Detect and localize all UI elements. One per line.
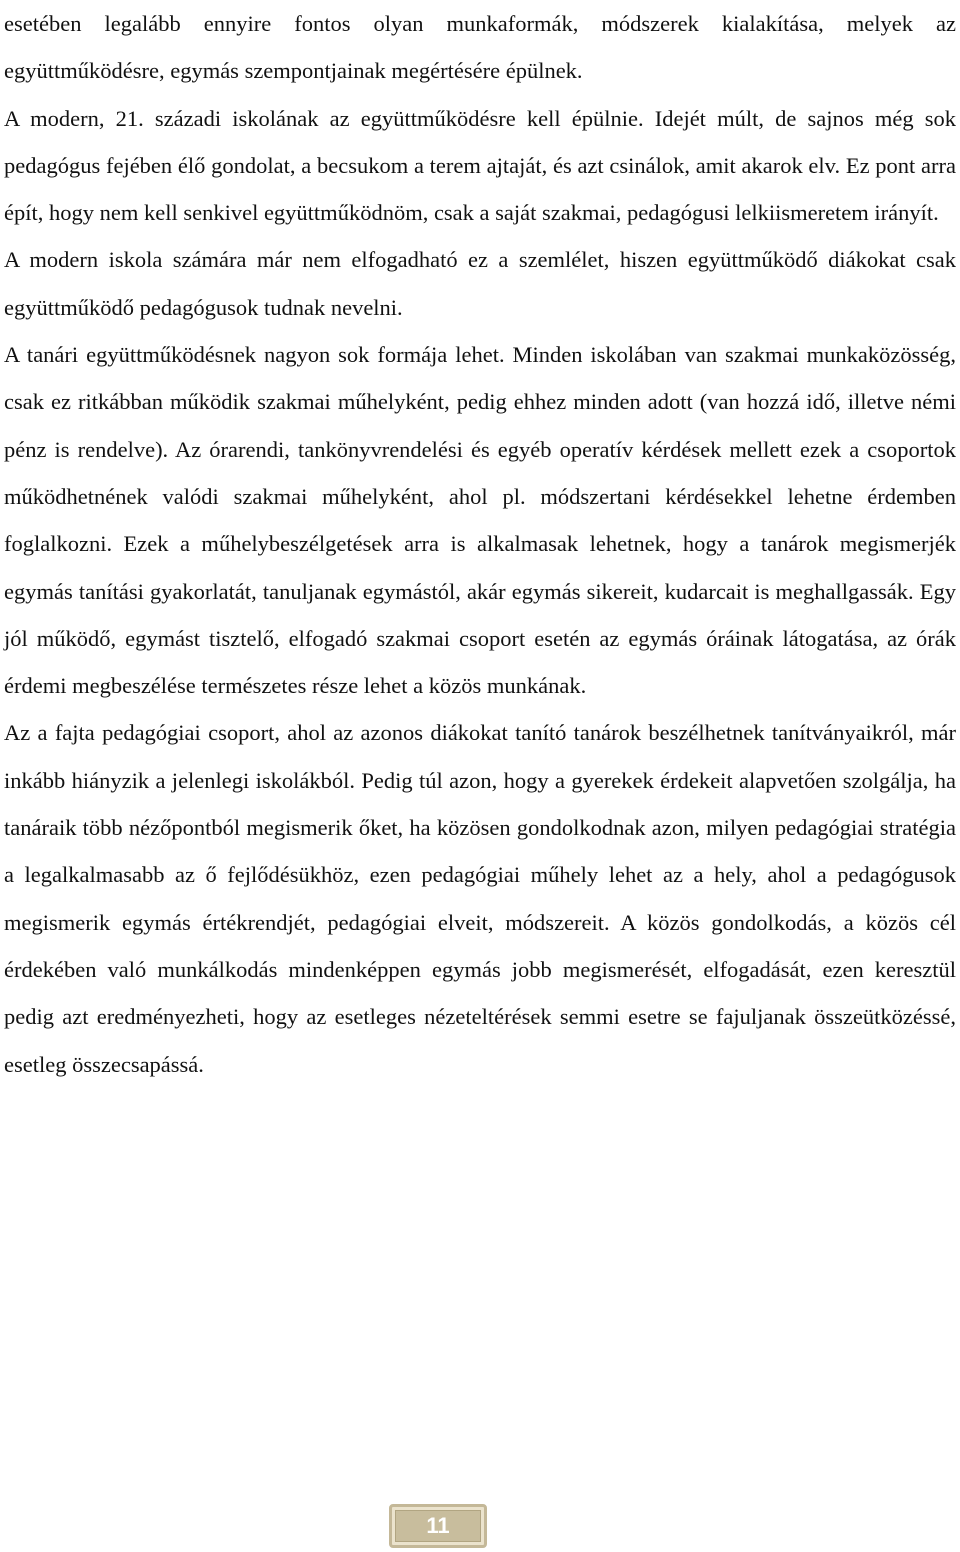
page-number-badge <box>389 1504 487 1548</box>
paragraph: A modern iskola számára már nem elfogadható ez a szemlélet, hiszen együttműködő diákokat csak együttműködő pedagógusok tudnak nevelni. <box>4 247 956 320</box>
paragraph: Az a fajta pedagógiai csoport, ahol az azonos diákokat tanító tanárok beszélhetnek tanítványaikról, már inkább hiányzik a jelenlegi iskolákból. Pedig túl azon, hogy a gyerekek érdekeit alapvetően szolgálja, ha tanáraik több nézőpontból megismerik őket, ha közösen gondolkodnak azon, milyen pedagógiai stratégia a legalkalmasabb az ő fejlődésükhöz, ezen pedagógiai műhely lehet az a hely, ahol a pedagógusok megismerik egymás értékrendjét, pedagógiai elveit, módszereit. A közös gondolkodás, a közös cél érdekében való munkálkodás mindenképpen egymás jobb megismerését, elfogadását, ezen keresztül pedig azt eredményezheti, hogy az esetleges nézeteltérések semmi esetre se fajuljanak összeütközéssé, esetleg összecsapássá. <box>4 720 956 1077</box>
document-body <box>4 0 956 1088</box>
paragraph: A modern, 21. századi iskolának az együttműködésre kell épülnie. Idejét múlt, de sajnos még sok pedagógus fejében élő gondolat, a becsukom a terem ajtaját, és azt csinálok, amit akarok elv. Ez pont arra épít, hogy nem kell senkivel együttműködnöm, csak a saját szakmai, pedagógusi lelkiismeretem irányít. <box>4 105 956 226</box>
page-number: 11 <box>395 1510 481 1542</box>
paragraph: esetében legalább ennyire fontos olyan munkaformák, módszerek kialakítása, melyek az együttműködésre, egymás szempontjainak megértésére épülnek. <box>4 11 956 84</box>
paragraph: A tanári együttműködésnek nagyon sok formája lehet. Minden iskolában van szakmai munkaközösség, csak ez ritkábban működik szakmai műhelyként, pedig ehhez minden adott (van hozzá idő, illetve némi pénz is rendelve). Az órarendi, tankönyvrendelési és egyéb operatív kérdések mellett ezek a csoportok működhetnének valódi szakmai műhelyként, ahol pl. módszertani kérdésekkel lehetne érdemben foglalkozni. Ezek a műhelybeszélgetések arra is alkalmasak lehetnek, hogy a tanárok megismerjék egymás tanítási gyakorlatát, tanuljanak egymástól, akár egymás sikereit, kudarcait is meghallgassák. Egy jól működő, egymást tisztelő, elfogadó szakmai csoport esetén az egymás óráinak látogatása, az órák érdemi megbeszélése természetes része lehet a közös munkának. <box>4 342 956 699</box>
